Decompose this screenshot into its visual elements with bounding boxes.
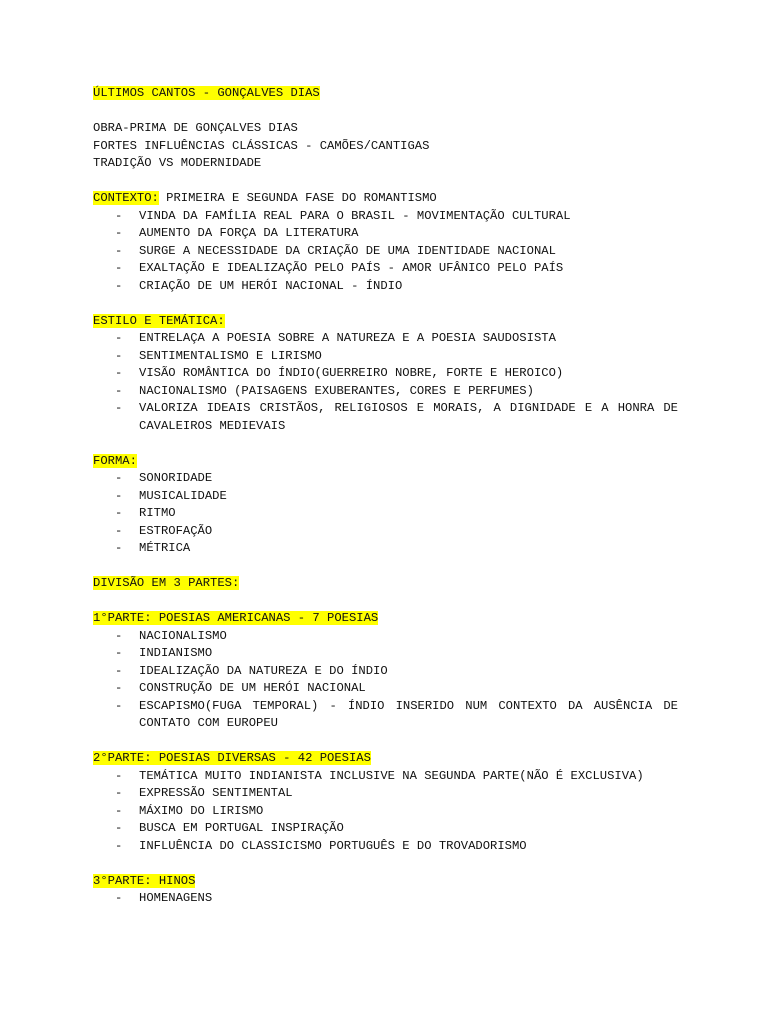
forma-heading: FORMA: [93, 453, 137, 468]
list-item [93, 383, 678, 401]
list-item [93, 803, 678, 821]
spacer [93, 173, 678, 191]
list-item-text: INFLUÊNCIA DO CLASSICISMO PORTUGUÊS E DO TROVADORISMO [139, 838, 527, 853]
bullet-dash: - [115, 401, 123, 415]
list-item-text: TEMÁTICA MUITO INDIANISTA INCLUSIVE NA SEGUNDA PARTE(NÃO É EXCLUSIVA) [139, 768, 644, 783]
list-item-text: MÁXIMO DO LIRISMO [139, 803, 264, 818]
bullet-dash: - [115, 366, 123, 380]
list-item-text: ESCAPISMO(FUGA TEMPORAL) - ÍNDIO INSERIDO NUM CONTEXTO DA AUSÊNCIA DE CONTATO COM EUROPEU [139, 698, 678, 730]
spacer [93, 435, 678, 453]
bullet-dash: - [115, 488, 123, 503]
list-item [93, 680, 678, 698]
list-item-text: NACIONALISMO [139, 628, 227, 643]
document-title-line [93, 85, 678, 103]
spacer [93, 855, 678, 873]
list-item-text: MÉTRICA [139, 541, 191, 555]
parte3-heading-line [93, 873, 678, 891]
bullet-dash: - [115, 331, 123, 345]
parte3-heading: 3°PARTE: HINOS [93, 873, 196, 888]
document-title: ÚLTIMOS CANTOS - GONÇALVES DIAS [93, 86, 320, 100]
list-item [93, 330, 678, 348]
bullet-dash: - [115, 646, 123, 660]
parte1-list [93, 628, 678, 733]
parte1-heading: 1°PARTE: POESIAS AMERICANAS - 7 POESIAS [93, 611, 379, 625]
bullet-dash: - [115, 348, 123, 363]
estilo-list [93, 330, 678, 435]
bullet-dash: - [115, 506, 123, 520]
list-item [93, 505, 678, 523]
bullet-dash: - [115, 278, 123, 293]
parte3-list [93, 890, 678, 908]
parte1-heading-line [93, 610, 678, 628]
list-item [93, 260, 678, 278]
list-item [93, 348, 678, 366]
list-item-text: BUSCA EM PORTUGAL INSPIRAÇÃO [139, 821, 344, 835]
list-item-text: VINDA DA FAMÍLIA REAL PARA O BRASIL - MOVIMENTAÇÃO CULTURAL [139, 208, 571, 223]
contexto-heading: CONTEXTO: [93, 191, 159, 205]
list-item-text: IDEALIZAÇÃO DA NATUREZA E DO ÍNDIO [139, 663, 388, 678]
bullet-dash: - [115, 821, 123, 835]
list-item [93, 540, 678, 558]
parte2-list [93, 768, 678, 856]
contexto-text: PRIMEIRA E SEGUNDA FASE DO ROMANTISMO [158, 191, 437, 205]
bullet-dash: - [115, 226, 123, 240]
bullet-dash: - [115, 803, 123, 818]
list-item [93, 820, 678, 838]
bullet-dash: - [115, 628, 123, 643]
list-item [93, 628, 678, 646]
bullet-dash: - [115, 243, 123, 258]
list-item [93, 663, 678, 681]
parte2-heading-line [93, 750, 678, 768]
list-item [93, 400, 678, 435]
bullet-dash: - [115, 208, 123, 223]
bullet-dash: - [115, 471, 123, 485]
bullet-dash: - [115, 261, 123, 275]
list-item [93, 645, 678, 663]
bullet-dash: - [115, 541, 123, 555]
list-item-text: SENTIMENTALISMO E LIRISMO [139, 348, 322, 363]
divisao-heading-line [93, 575, 678, 593]
forma-list [93, 470, 678, 558]
bullet-dash: - [115, 681, 123, 695]
list-item [93, 208, 678, 226]
bullet-dash: - [115, 838, 123, 853]
divisao-heading: DIVISÃO EM 3 PARTES: [93, 576, 240, 590]
list-item-text: EXPRESSÃO SENTIMENTAL [139, 786, 293, 800]
bullet-dash: - [115, 663, 123, 678]
intro-line: FORTES INFLUÊNCIAS CLÁSSICAS - CAMÕES/CANTIGAS [93, 138, 430, 153]
list-item-text: ENTRELAÇA A POESIA SOBRE A NATUREZA E A POESIA SAUDOSISTA [139, 331, 556, 345]
list-item [93, 225, 678, 243]
contexto-list [93, 208, 678, 296]
list-item-text: NACIONALISMO (PAISAGENS EXUBERANTES, CORES E PERFUMES) [139, 383, 534, 398]
list-item [93, 768, 678, 786]
list-item-text: RITMO [139, 506, 176, 520]
list-item-text: CRIAÇÃO DE UM HERÓI NACIONAL - ÍNDIO [139, 278, 403, 293]
list-item-text: AUMENTO DA FORÇA DA LITERATURA [139, 226, 359, 240]
spacer [93, 558, 678, 576]
list-item-text: MUSICALIDADE [139, 488, 227, 503]
bullet-dash: - [115, 786, 123, 800]
intro-line: OBRA-PRIMA DE GONÇALVES DIAS [93, 121, 298, 135]
list-item [93, 698, 678, 733]
list-item [93, 785, 678, 803]
list-item [93, 488, 678, 506]
list-item [93, 838, 678, 856]
list-item-text: ESTROFAÇÃO [139, 523, 213, 538]
list-item-text: VISÃO ROMÂNTICA DO ÍNDIO(GUERREIRO NOBRE, FORTE E HEROICO) [139, 366, 564, 380]
intro-line: TRADIÇÃO VS MODERNIDADE [93, 156, 262, 170]
bullet-dash: - [115, 698, 123, 713]
forma-heading-line [93, 453, 678, 471]
spacer [93, 103, 678, 121]
list-item [93, 278, 678, 296]
contexto-heading-line [93, 190, 678, 208]
estilo-heading-line [93, 313, 678, 331]
list-item [93, 523, 678, 541]
spacer [93, 593, 678, 611]
bullet-dash: - [115, 768, 123, 783]
list-item-text: VALORIZA IDEAIS CRISTÃOS, RELIGIOSOS E MORAIS, A DIGNIDADE E A HONRA DE CAVALEIROS MEDIEVAIS [139, 401, 678, 433]
bullet-dash: - [115, 891, 123, 905]
list-item [93, 243, 678, 261]
list-item [93, 470, 678, 488]
list-item-text: SURGE A NECESSIDADE DA CRIAÇÃO DE UMA IDENTIDADE NACIONAL [139, 243, 556, 258]
list-item-text: INDIANISMO [139, 646, 213, 660]
list-item [93, 890, 678, 908]
parte2-heading: 2°PARTE: POESIAS DIVERSAS - 42 POESIAS [93, 751, 371, 765]
bullet-dash: - [115, 383, 123, 398]
list-item-text: SONORIDADE [139, 471, 213, 485]
spacer [93, 295, 678, 313]
list-item-text: CONSTRUÇÃO DE UM HERÓI NACIONAL [139, 681, 366, 695]
estilo-heading: ESTILO E TEMÁTICA: [93, 313, 225, 328]
list-item [93, 365, 678, 383]
list-item-text: EXALTAÇÃO E IDEALIZAÇÃO PELO PAÍS - AMOR UFÂNICO PELO PAÍS [139, 261, 564, 275]
spacer [93, 733, 678, 751]
document-page [93, 85, 678, 908]
bullet-dash: - [115, 523, 123, 538]
list-item-text: HOMENAGENS [139, 891, 213, 905]
